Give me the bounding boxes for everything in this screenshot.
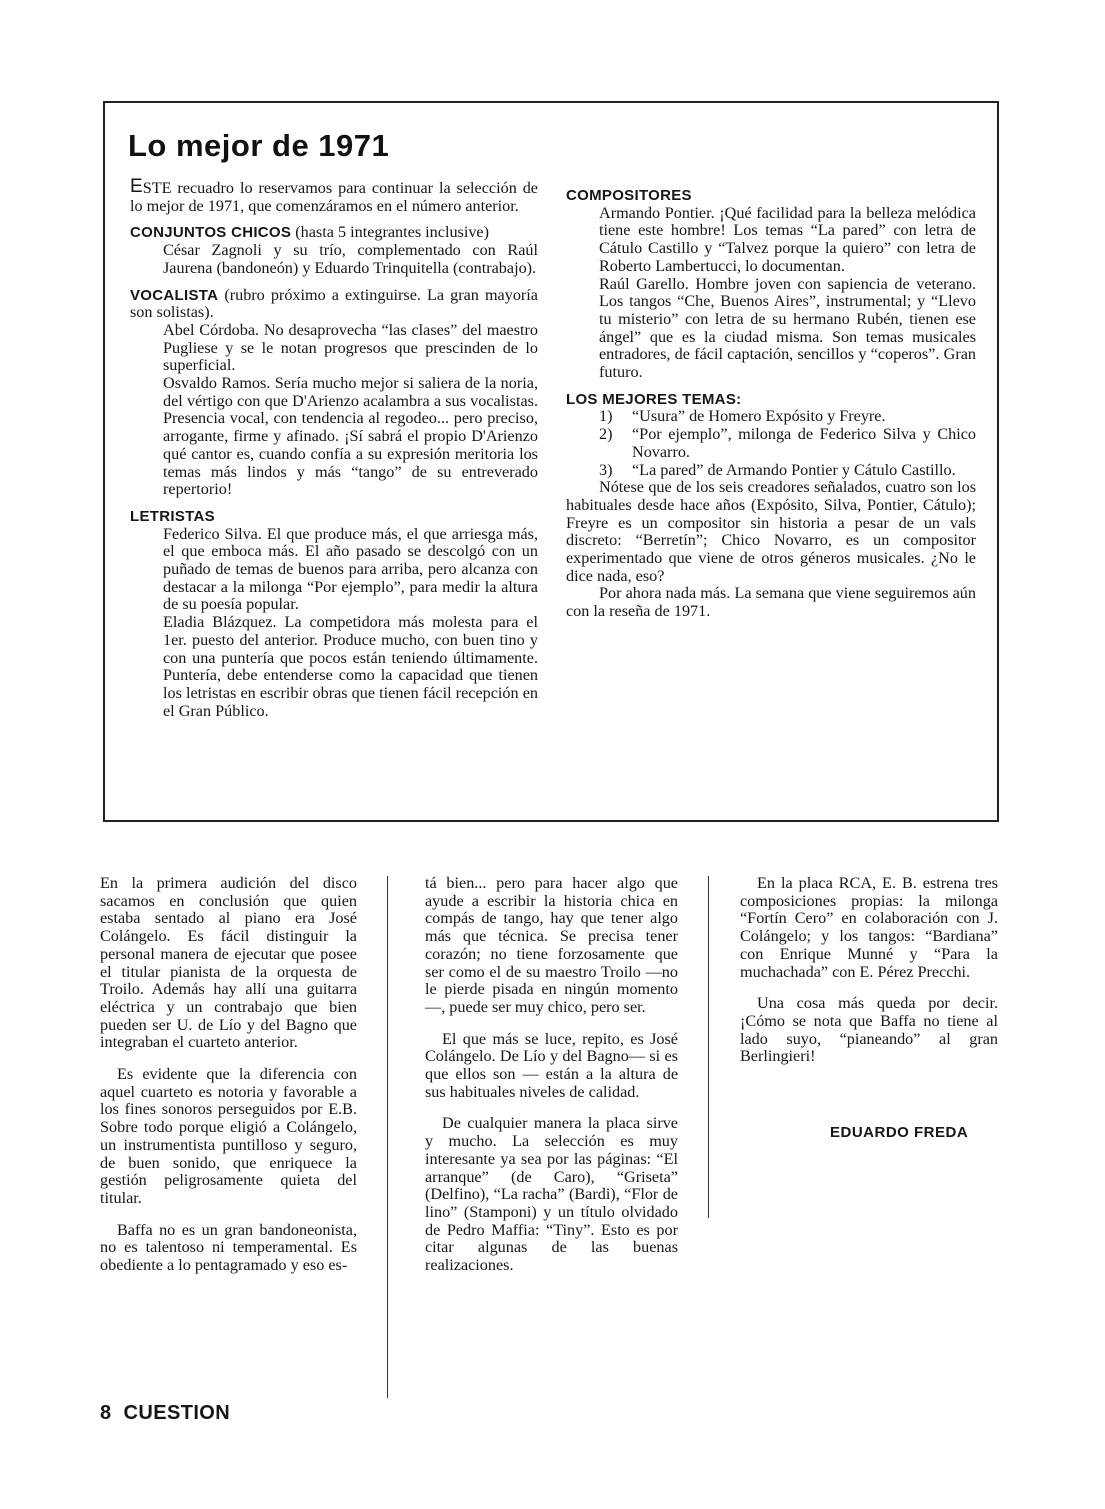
compositores-text-garello: Raúl Garello. Hombre joven con sapiencia de veterano. Los tangos “Che, Buenos Aires”, instrumental; y “Llevo tu misterio” con letra de su hermano Rubén, tienen ese ángel” que es la ciudad misma. Son temas musicales entradores, de fácil captación, sencillos y “coperos”. Gran futuro. <box>599 274 976 382</box>
vocalista-text-cordoba: Abel Córdoba. No desaprovecha “las clases” del maestro Pugliese y se le notan progresos que prescinden de lo superficial. <box>163 320 538 375</box>
article-paragraph: tá bien... pero para hacer algo que ayude a escribir la historia chica en compás de tango, hay que tener algo más que técnica. Se precisa tener corazón; no tiene forzosamente que ser como el de su maestro Troilo —no le pierde pisada en ningún momento—, puede ser muy chico, pero ser. <box>425 874 678 1016</box>
article-paragraph: En la placa RCA, E. B. estrena tres composiciones propias: la milonga “Fortín Cero” en colaboración con J. Colángelo; y los tangos: “Bardiana” con Enrique Munné y “Para la muchachada” con E. Pérez Precchi. <box>740 874 998 981</box>
article-paragraph: Baffa no es un gran bandoneonista, no es talentoso ni temperamental. Es obediente a lo pentagramado y eso es- <box>100 1220 357 1275</box>
letristas-text-silva: Federico Silva. El que produce más, el que arriesga más, el que emboca más. El año pasado se descolgó con un puñado de temas de buenos para arriba, pero alcanza con destacar a la milonga “Por ejemplo”, para medir la altura de su poesía popular. <box>163 524 538 614</box>
section-vocalista-heading: VOCALISTA (rubro próximo a extinguirse. La gran mayoría son solistas). <box>130 285 538 322</box>
page-number: 8 <box>100 1402 112 1424</box>
drop-cap: E <box>130 176 143 197</box>
article-paragraph: En la primera audición del disco sacamos en conclusión que quien estaba sentado al piano era José Colángelo. Es fácil distinguir la personal manera de ejecutar que posee el titular pianista de la orquesta de Troilo. Además hay allí una guitarra eléctrica y un contrabajo que bien pueden ser U. de Lío y del Bagno que integraban el cuarteto anterior. <box>100 874 357 1052</box>
list-item: 3) “La pared” de Armando Pontier y Cátulo Castillo. <box>599 460 956 479</box>
closing-paragraph-2: Por ahora nada más. La semana que viene seguiremos aún con la reseña de 1971. <box>566 584 976 621</box>
intro-paragraph: ESTE recuadro lo reservamos para continuar la selección de lo mejor de 1971, que comenzáramos en el número anterior. <box>130 176 538 215</box>
article-paragraph: El que más se luce, repito, es José Colángelo. De Lío y del Bagno— si es que ellos son — están a la altura de sus habituales niveles de calidad. <box>425 1029 678 1101</box>
section-compositores-heading: COMPOSITORES <box>566 187 692 204</box>
article-column-2 <box>425 875 678 1275</box>
column-divider <box>708 876 709 1218</box>
page-footer <box>100 1402 230 1425</box>
compositores-text-pontier: Armando Pontier. ¡Qué facilidad para la belleza melódica tiene este hombre! Los temas “La pared” con letra de Cátulo Castillo y “Talvez porque la quiero” con letra de Roberto Lambertucci, lo documentan. <box>599 203 976 275</box>
article-column-3 <box>740 875 998 1066</box>
conjuntos-text: César Zagnoli y su trío, complementado con Raúl Jaurena (bandoneón) y Eduardo Trinquitella (contrabajo). <box>163 241 538 277</box>
section-letristas-heading: LETRISTAS <box>130 507 215 525</box>
article-paragraph: Es evidente que la diferencia con aquel cuarteto es notoria y favorable a los fines sonoros perseguidos por E.B. Sobre todo porque eligió a Colángelo, un instrumentista puntilloso y seguro, de buen sonido, que enriquece la gestión peligrosamente quieta del titular. <box>100 1065 357 1207</box>
list-item: 1) “Usura” de Homero Expósito y Freyre. <box>599 407 886 426</box>
article-column-1 <box>100 875 357 1275</box>
section-conjuntos-heading: CONJUNTOS CHICOS (hasta 5 integrantes inclusive) <box>130 223 490 242</box>
box-right-column <box>566 178 976 621</box>
closing-paragraph: Nótese que de los seis creadores señalados, cuatro son los habituales desde hace años (Expósito, Silva, Pontier, Cátulo); Freyre es un compositor sin historia a pesar de un vals discreto: “Berretín”; Chico Novarro, es un compositor experimentado que viene de otros géneros musicales. ¿No le dice nada, eso? <box>566 478 976 585</box>
list-item: 2) “Por ejemplo”, milonga de Federico Silva y Chico Novarro. <box>599 425 976 461</box>
box-left-column <box>130 178 538 720</box>
magazine-name: CUESTION <box>123 1402 231 1424</box>
author-signature: EDUARDO FREDA <box>830 1124 969 1141</box>
column-divider <box>387 876 388 1398</box>
letristas-text-blazquez: Eladia Blázquez. La competidora más molesta para el 1er. puesto del anterior. Produce mucho, con buen tino y con una puntería que pocos están teniendo últimamente. Puntería, debe entenderse como la capacidad que tienen los letristas en escribir obras que tienen fácil recepción en el Gran Público. <box>163 613 538 720</box>
vocalista-text-ramos: Osvaldo Ramos. Sería mucho mejor si saliera de la noria, del vértigo con que D'Arienzo acalambra a sus vocalistas. Presencia vocal, con tendencia al regodeo... pero preciso, arrogante, firme y afinado. ¡Sí sabrá el propio D'Arienzo qué cantor es, cuando confía a su expresión meritoria los temas más lindos y más “tango” de su entreverado repertorio! <box>163 374 538 499</box>
temas-list <box>566 408 976 479</box>
section-temas-heading: LOS MEJORES TEMAS: <box>566 390 742 408</box>
article-paragraph: Una cosa más queda por decir. ¡Cómo se nota que Baffa no tiene al lado suyo, “pianeando” al gran Berlingieri! <box>740 994 998 1066</box>
box-title: Lo mejor de 1971 <box>128 128 390 163</box>
article-paragraph: De cualquier manera la placa sirve y mucho. La selección es muy interesante ya sea por las páginas: “El arranque” (de Caro), “Griseta” (Delfino), “La racha” (Bardi), “Flor de lino” (Stamponi) y un título olvidado de Pedro Maffia: “Tiny”. Esto es por citar algunas de las buenas realizaciones. <box>425 1114 678 1275</box>
